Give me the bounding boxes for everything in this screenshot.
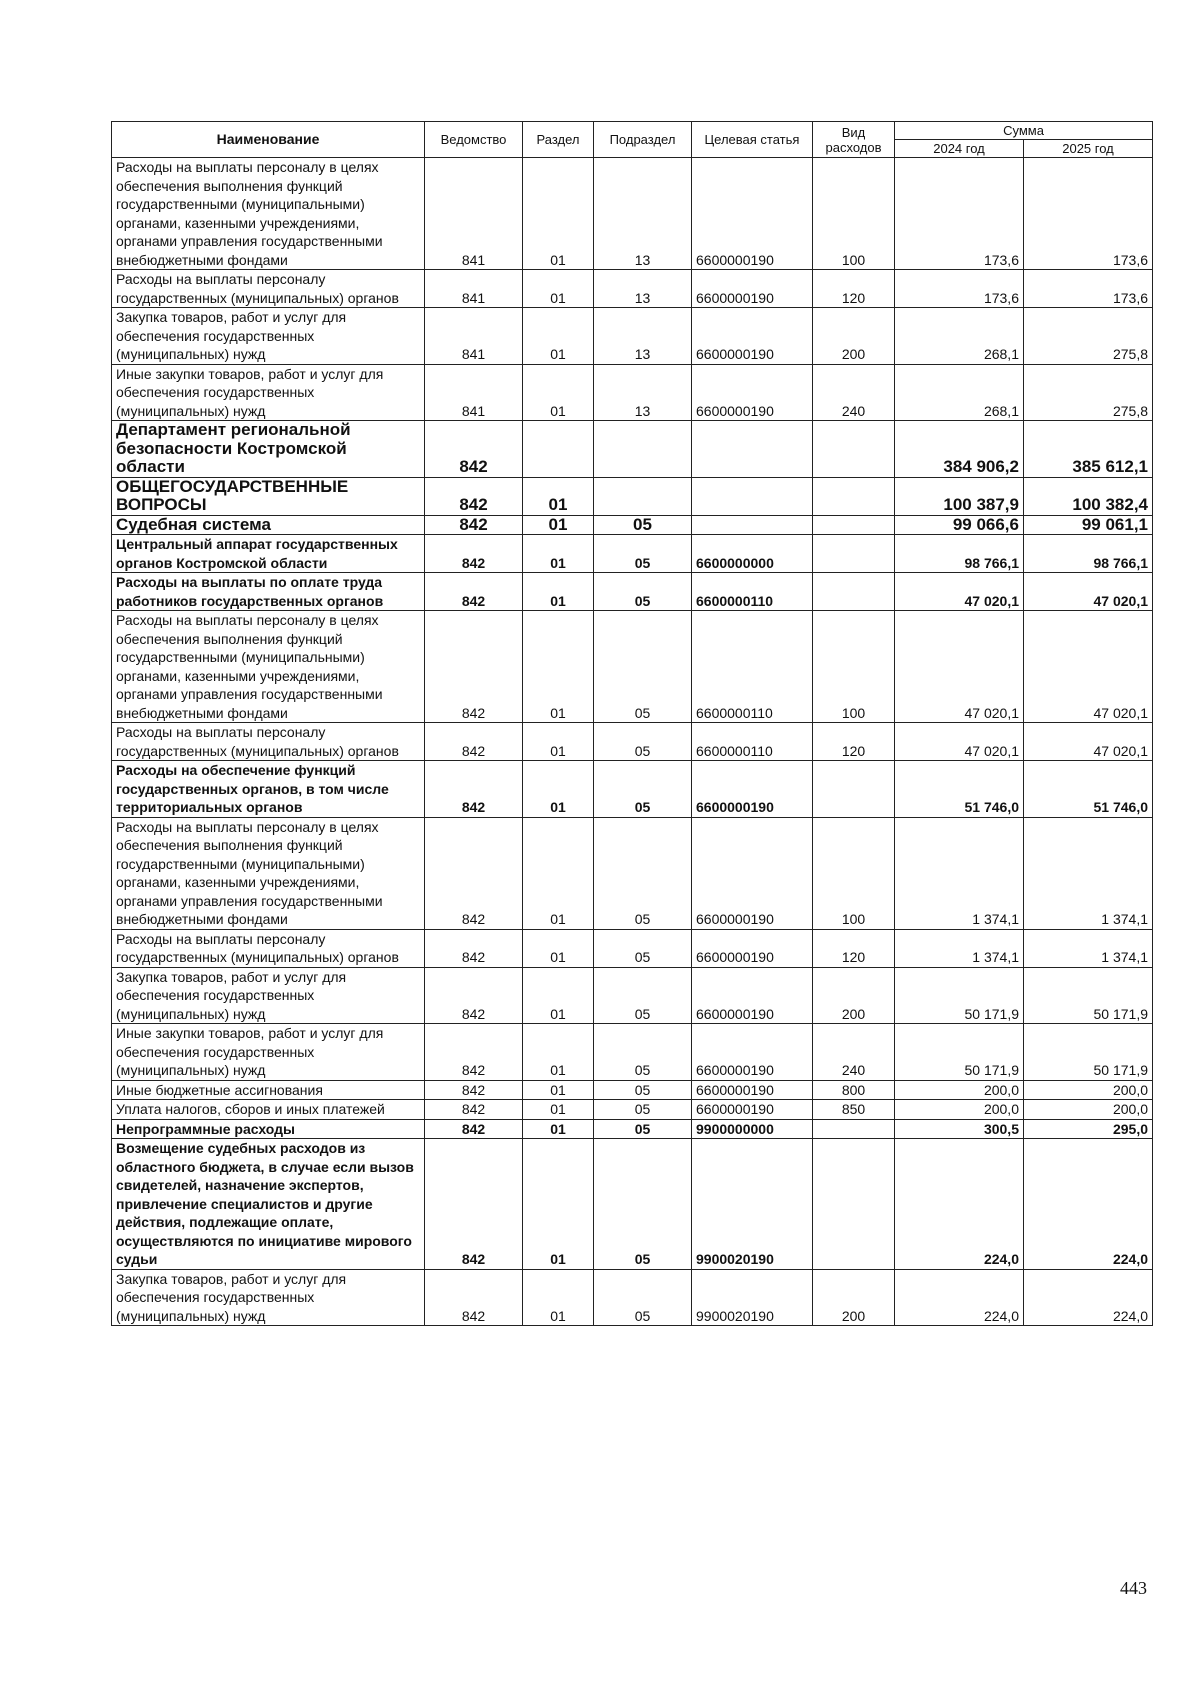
cell-expense-type: 200 <box>813 967 895 1024</box>
cell-section: 01 <box>523 1080 594 1100</box>
table-row <box>112 1100 1153 1120</box>
cell-expense-type <box>813 1119 895 1139</box>
cell-article: 6600000190 <box>692 761 813 818</box>
cell-article: 6600000190 <box>692 929 813 967</box>
cell-name: Расходы на выплаты персоналу государственных (муниципальных) органов <box>112 270 425 308</box>
table-row <box>112 308 1153 365</box>
cell-2025: 200,0 <box>1024 1080 1153 1100</box>
table-row <box>112 929 1153 967</box>
cell-article: 6600000190 <box>692 308 813 365</box>
cell-section: 01 <box>523 308 594 365</box>
cell-2025: 385 612,1 <box>1024 421 1153 478</box>
table-row <box>112 477 1153 515</box>
page-number: 443 <box>1120 1578 1147 1598</box>
cell-2025: 200,0 <box>1024 1100 1153 1120</box>
cell-name: Закупка товаров, работ и услуг для обеспечения государственных (муниципальных) нужд <box>112 308 425 365</box>
cell-name: Судебная система <box>112 515 425 535</box>
cell-dept: 842 <box>425 1119 523 1139</box>
cell-dept: 842 <box>425 477 523 515</box>
cell-2024: 50 171,9 <box>895 1024 1024 1081</box>
cell-2024: 200,0 <box>895 1100 1024 1120</box>
cell-2024: 300,5 <box>895 1119 1024 1139</box>
cell-2025: 47 020,1 <box>1024 573 1153 611</box>
cell-expense-type <box>813 477 895 515</box>
cell-2025: 1 374,1 <box>1024 929 1153 967</box>
cell-name: Закупка товаров, работ и услуг для обеспечения государственных (муниципальных) нужд <box>112 1269 425 1326</box>
table-row <box>112 611 1153 723</box>
cell-2025: 173,6 <box>1024 270 1153 308</box>
cell-2024: 47 020,1 <box>895 573 1024 611</box>
cell-dept: 842 <box>425 723 523 761</box>
cell-2024: 99 066,6 <box>895 515 1024 535</box>
cell-section: 01 <box>523 1024 594 1081</box>
cell-article <box>692 515 813 535</box>
cell-expense-type: 850 <box>813 1100 895 1120</box>
cell-2025: 1 374,1 <box>1024 817 1153 929</box>
cell-article: 6600000110 <box>692 611 813 723</box>
cell-article <box>692 477 813 515</box>
cell-subsection: 05 <box>594 1119 692 1139</box>
header-expense-type: Вид расходов <box>813 122 895 158</box>
table-row <box>112 817 1153 929</box>
cell-dept: 842 <box>425 1100 523 1120</box>
cell-section: 01 <box>523 1139 594 1270</box>
cell-name: Возмещение судебных расходов из областного бюджета, в случае если вызов свидетелей, назначение экспертов, привлечение специалистов и другие действия, подлежащие оплате, осуществляются по инициативе мирового судьи <box>112 1139 425 1270</box>
cell-name: Расходы на обеспечение функций государственных органов, в том числе территориальных органов <box>112 761 425 818</box>
cell-article: 6600000110 <box>692 723 813 761</box>
cell-article: 6600000190 <box>692 270 813 308</box>
cell-2024: 98 766,1 <box>895 535 1024 573</box>
cell-section: 01 <box>523 535 594 573</box>
cell-2024: 1 374,1 <box>895 817 1024 929</box>
cell-2025: 99 061,1 <box>1024 515 1153 535</box>
cell-section: 01 <box>523 967 594 1024</box>
cell-2024: 224,0 <box>895 1139 1024 1270</box>
cell-2025: 275,8 <box>1024 364 1153 421</box>
cell-dept: 842 <box>425 1269 523 1326</box>
cell-2025: 295,0 <box>1024 1119 1153 1139</box>
cell-name: Расходы на выплаты персоналу в целях обеспечения выполнения функций государственными (муниципальными) органами, казенными учреждениями, органами управления государственными внебюджетными фондами <box>112 158 425 270</box>
cell-article: 6600000190 <box>692 817 813 929</box>
cell-subsection: 05 <box>594 1269 692 1326</box>
cell-expense-type <box>813 515 895 535</box>
cell-article: 9900020190 <box>692 1139 813 1270</box>
cell-subsection <box>594 421 692 478</box>
table-row <box>112 723 1153 761</box>
table-body <box>112 158 1153 1326</box>
cell-subsection: 05 <box>594 817 692 929</box>
cell-expense-type: 800 <box>813 1080 895 1100</box>
cell-2024: 384 906,2 <box>895 421 1024 478</box>
cell-dept: 842 <box>425 573 523 611</box>
table-row <box>112 1119 1153 1139</box>
cell-expense-type <box>813 761 895 818</box>
cell-article: 6600000190 <box>692 1080 813 1100</box>
cell-expense-type <box>813 573 895 611</box>
cell-dept: 842 <box>425 421 523 478</box>
cell-subsection: 05 <box>594 761 692 818</box>
cell-expense-type: 240 <box>813 364 895 421</box>
cell-section: 01 <box>523 573 594 611</box>
cell-expense-type: 240 <box>813 1024 895 1081</box>
table-row <box>112 515 1153 535</box>
cell-section: 01 <box>523 723 594 761</box>
cell-name: Расходы на выплаты по оплате труда работников государственных органов <box>112 573 425 611</box>
cell-expense-type: 120 <box>813 723 895 761</box>
cell-subsection: 05 <box>594 515 692 535</box>
cell-dept: 842 <box>425 1139 523 1270</box>
cell-2025: 50 171,9 <box>1024 1024 1153 1081</box>
cell-name: Расходы на выплаты персоналу государственных (муниципальных) органов <box>112 723 425 761</box>
cell-dept: 842 <box>425 761 523 818</box>
cell-name: Расходы на выплаты персоналу в целях обеспечения выполнения функций государственными (муниципальными) органами, казенными учреждениями, органами управления государственными внебюджетными фондами <box>112 611 425 723</box>
table-row <box>112 1024 1153 1081</box>
header-year-2024: 2024 год <box>895 140 1024 158</box>
cell-expense-type: 200 <box>813 308 895 365</box>
cell-name: Уплата налогов, сборов и иных платежей <box>112 1100 425 1120</box>
cell-article: 9900000000 <box>692 1119 813 1139</box>
table-row <box>112 270 1153 308</box>
cell-subsection: 05 <box>594 723 692 761</box>
cell-section: 01 <box>523 611 594 723</box>
cell-expense-type <box>813 421 895 478</box>
cell-section: 01 <box>523 929 594 967</box>
cell-subsection: 05 <box>594 1080 692 1100</box>
cell-2024: 50 171,9 <box>895 967 1024 1024</box>
cell-article: 6600000000 <box>692 535 813 573</box>
cell-2025: 173,6 <box>1024 158 1153 270</box>
cell-dept: 841 <box>425 158 523 270</box>
cell-subsection: 13 <box>594 308 692 365</box>
cell-name: Центральный аппарат государственных органов Костромской области <box>112 535 425 573</box>
cell-subsection: 05 <box>594 1024 692 1081</box>
header-section: Раздел <box>523 122 594 158</box>
cell-dept: 842 <box>425 535 523 573</box>
cell-2024: 200,0 <box>895 1080 1024 1100</box>
cell-article: 6600000190 <box>692 1100 813 1120</box>
header-dept: Ведомство <box>425 122 523 158</box>
cell-article <box>692 421 813 478</box>
budget-table <box>111 121 1153 1326</box>
cell-2025: 51 746,0 <box>1024 761 1153 818</box>
cell-2024: 47 020,1 <box>895 723 1024 761</box>
cell-dept: 842 <box>425 817 523 929</box>
cell-subsection: 13 <box>594 270 692 308</box>
table-row <box>112 158 1153 270</box>
cell-expense-type: 120 <box>813 929 895 967</box>
header-article: Целевая статья <box>692 122 813 158</box>
cell-name: Непрограммные расходы <box>112 1119 425 1139</box>
cell-name: Расходы на выплаты персоналу государственных (муниципальных) органов <box>112 929 425 967</box>
cell-expense-type: 100 <box>813 158 895 270</box>
table-row <box>112 1080 1153 1100</box>
table-row <box>112 1139 1153 1270</box>
table-row <box>112 967 1153 1024</box>
cell-article: 6600000190 <box>692 364 813 421</box>
cell-section: 01 <box>523 1100 594 1120</box>
cell-dept: 841 <box>425 308 523 365</box>
header-sum: Сумма <box>895 122 1153 140</box>
cell-article: 6600000190 <box>692 1024 813 1081</box>
cell-name: Закупка товаров, работ и услуг для обеспечения государственных (муниципальных) нужд <box>112 967 425 1024</box>
cell-2025: 224,0 <box>1024 1139 1153 1270</box>
cell-2024: 47 020,1 <box>895 611 1024 723</box>
table-row <box>112 573 1153 611</box>
cell-dept: 842 <box>425 967 523 1024</box>
cell-expense-type: 200 <box>813 1269 895 1326</box>
cell-2024: 173,6 <box>895 270 1024 308</box>
cell-2024: 100 387,9 <box>895 477 1024 515</box>
cell-section <box>523 421 594 478</box>
cell-section: 01 <box>523 515 594 535</box>
cell-subsection <box>594 477 692 515</box>
cell-2024: 224,0 <box>895 1269 1024 1326</box>
cell-section: 01 <box>523 477 594 515</box>
cell-2024: 268,1 <box>895 364 1024 421</box>
cell-name: Расходы на выплаты персоналу в целях обеспечения выполнения функций государственными (муниципальными) органами, казенными учреждениями, органами управления государственными внебюджетными фондами <box>112 817 425 929</box>
cell-2025: 275,8 <box>1024 308 1153 365</box>
cell-dept: 841 <box>425 270 523 308</box>
cell-section: 01 <box>523 158 594 270</box>
cell-section: 01 <box>523 270 594 308</box>
cell-article: 6600000110 <box>692 573 813 611</box>
cell-name: Департамент региональной безопасности Костромской области <box>112 421 425 478</box>
cell-subsection: 05 <box>594 967 692 1024</box>
cell-article: 6600000190 <box>692 158 813 270</box>
cell-dept: 841 <box>425 364 523 421</box>
cell-2025: 100 382,4 <box>1024 477 1153 515</box>
table-row <box>112 761 1153 818</box>
cell-dept: 842 <box>425 1024 523 1081</box>
cell-subsection: 05 <box>594 573 692 611</box>
cell-expense-type: 100 <box>813 611 895 723</box>
header-name: Наименование <box>112 122 425 158</box>
cell-subsection: 13 <box>594 364 692 421</box>
cell-subsection: 05 <box>594 611 692 723</box>
cell-2024: 173,6 <box>895 158 1024 270</box>
cell-dept: 842 <box>425 1080 523 1100</box>
cell-article: 6600000190 <box>692 967 813 1024</box>
cell-2025: 98 766,1 <box>1024 535 1153 573</box>
cell-expense-type: 120 <box>813 270 895 308</box>
cell-2024: 268,1 <box>895 308 1024 365</box>
cell-2025: 224,0 <box>1024 1269 1153 1326</box>
cell-subsection: 05 <box>594 929 692 967</box>
cell-section: 01 <box>523 364 594 421</box>
cell-expense-type: 100 <box>813 817 895 929</box>
cell-2024: 1 374,1 <box>895 929 1024 967</box>
header-year-2025: 2025 год <box>1024 140 1153 158</box>
cell-dept: 842 <box>425 611 523 723</box>
table-row <box>112 421 1153 478</box>
header-subsection: Подраздел <box>594 122 692 158</box>
cell-name: Иные закупки товаров, работ и услуг для обеспечения государственных (муниципальных) нужд <box>112 364 425 421</box>
cell-expense-type <box>813 1139 895 1270</box>
cell-section: 01 <box>523 817 594 929</box>
cell-section: 01 <box>523 761 594 818</box>
cell-subsection: 13 <box>594 158 692 270</box>
cell-2025: 47 020,1 <box>1024 611 1153 723</box>
cell-expense-type <box>813 535 895 573</box>
cell-section: 01 <box>523 1269 594 1326</box>
cell-dept: 842 <box>425 515 523 535</box>
table-row <box>112 364 1153 421</box>
table-row <box>112 535 1153 573</box>
cell-section: 01 <box>523 1119 594 1139</box>
cell-2025: 47 020,1 <box>1024 723 1153 761</box>
cell-subsection: 05 <box>594 1139 692 1270</box>
cell-subsection: 05 <box>594 1100 692 1120</box>
cell-name: Иные бюджетные ассигнования <box>112 1080 425 1100</box>
cell-name: Иные закупки товаров, работ и услуг для обеспечения государственных (муниципальных) нужд <box>112 1024 425 1081</box>
cell-article: 9900020190 <box>692 1269 813 1326</box>
cell-2025: 50 171,9 <box>1024 967 1153 1024</box>
cell-subsection: 05 <box>594 535 692 573</box>
cell-dept: 842 <box>425 929 523 967</box>
table-row <box>112 1269 1153 1326</box>
cell-name: ОБЩЕГОСУДАРСТВЕННЫЕ ВОПРОСЫ <box>112 477 425 515</box>
cell-2024: 51 746,0 <box>895 761 1024 818</box>
